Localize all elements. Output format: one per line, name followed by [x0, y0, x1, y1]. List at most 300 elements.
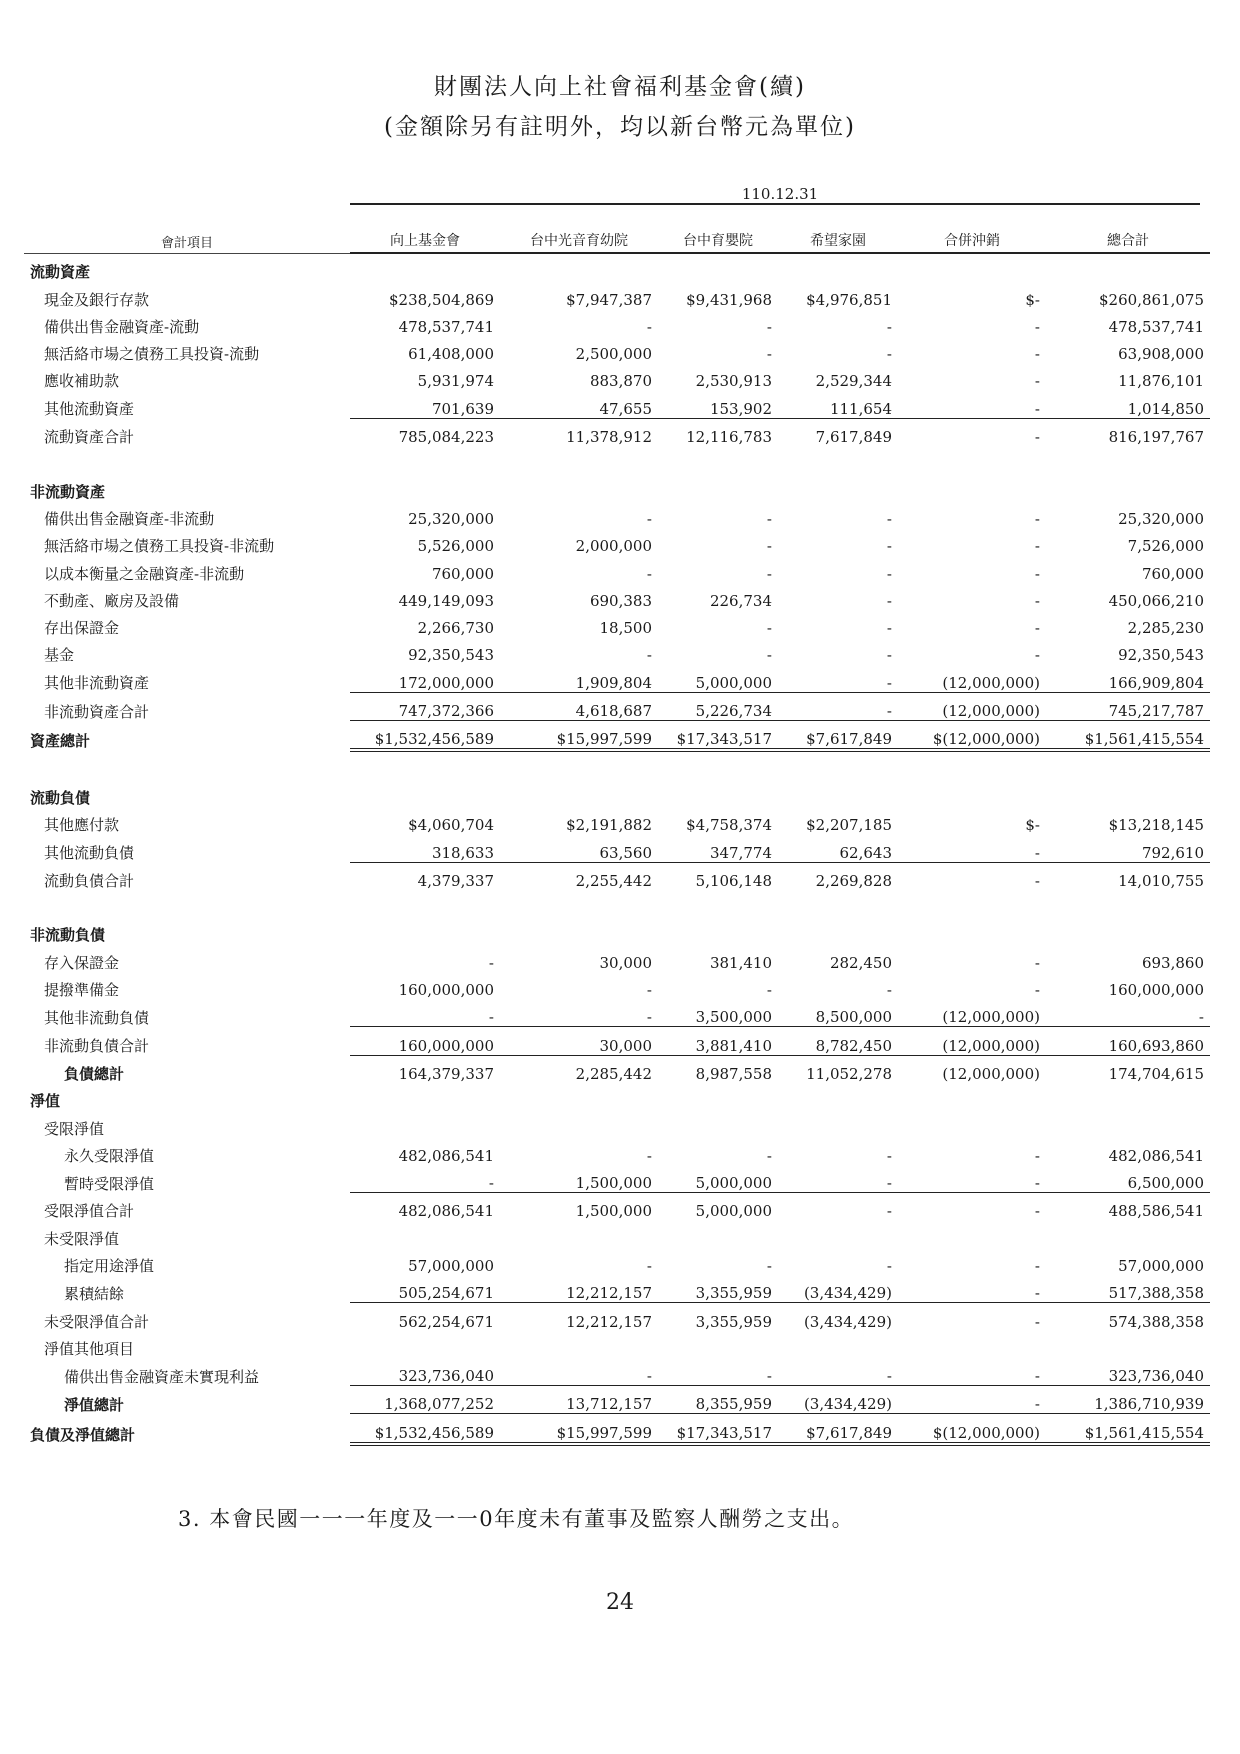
line-item-row: [24, 363, 1210, 390]
amount-cell: [500, 1110, 658, 1137]
amount-cell: [1046, 1110, 1210, 1137]
row-label: 基金: [44, 646, 75, 665]
amount-cell: $238,504,869: [389, 290, 494, 309]
amount-cell: -: [1034, 564, 1040, 583]
amount-cell: 25,320,000: [1118, 509, 1204, 528]
amount-cell: -: [1034, 591, 1040, 610]
amount-cell: 318,633: [431, 843, 494, 862]
amount-cell: (12,000,000): [898, 1055, 1046, 1083]
amount-cell: 2,529,344: [815, 372, 892, 391]
amount-cell: (3,434,429): [778, 1386, 898, 1414]
amount-cell: 1,386,710,939: [1046, 1386, 1210, 1414]
amount-cell: -: [886, 673, 892, 692]
total-row: [24, 1414, 1210, 1444]
amount-cell: 2,285,442: [500, 1055, 658, 1083]
amount-cell: -: [886, 981, 892, 1000]
amount-cell: [500, 253, 658, 281]
amount-cell: -: [1034, 399, 1040, 418]
amount-cell: $2,207,185: [806, 816, 892, 835]
amount-cell: (12,000,000): [898, 692, 1046, 720]
amount-cell: 2,255,442: [500, 862, 658, 890]
amount-cell: [658, 890, 778, 917]
row-label: 流動負債: [30, 788, 91, 807]
line-item-row: [24, 1275, 1210, 1303]
amount-cell: 2,000,000: [575, 537, 652, 556]
amount-cell: 478,537,741: [1108, 317, 1204, 336]
amount-cell: (3,434,429): [803, 1284, 892, 1303]
amount-cell: 478,537,741: [398, 317, 494, 336]
amount-cell: -: [1034, 843, 1040, 862]
amount-cell: $260,861,075: [1099, 290, 1204, 309]
amount-cell: [1046, 780, 1210, 807]
amount-cell: $1,561,415,554: [1046, 721, 1210, 751]
amount-cell: 160,000,000: [398, 981, 494, 1000]
amount-cell: 745,217,787: [1046, 692, 1210, 720]
total-row: [24, 418, 1210, 446]
amount-cell: -: [1198, 1008, 1204, 1027]
amount-cell: [350, 917, 500, 944]
amount-cell: -: [488, 1174, 494, 1193]
amount-cell: 6,500,000: [1127, 1174, 1204, 1193]
amount-cell: 5,000,000: [695, 673, 772, 692]
amount-cell: [350, 780, 500, 807]
amount-cell: 690,383: [589, 591, 652, 610]
line-item-row: [24, 834, 1210, 862]
table-body: [24, 253, 1210, 1444]
row-label: 應收補助款: [44, 372, 120, 391]
column-header-5: 合併沖銷: [898, 210, 1046, 253]
amount-cell: -: [488, 1008, 494, 1027]
amount-cell: -: [886, 345, 892, 364]
amount-cell: -: [766, 317, 772, 336]
row-label: [24, 890, 350, 917]
table-header: [24, 210, 1210, 253]
amount-cell: 282,450: [829, 953, 892, 972]
amount-cell: [778, 473, 898, 500]
amount-cell: -: [778, 1193, 898, 1221]
row-label: 未受限淨值合計: [44, 1312, 150, 1331]
line-item-row: [24, 555, 1210, 582]
column-header-account: 會計項目: [24, 210, 350, 253]
line-item-row: [24, 309, 1210, 336]
amount-cell: 160,000,000: [1108, 981, 1204, 1000]
amount-cell: -: [898, 1303, 1046, 1331]
amount-cell: 11,378,912: [500, 418, 658, 446]
amount-cell: 30,000: [500, 1027, 658, 1055]
amount-cell: [778, 253, 898, 281]
line-item-row: [24, 610, 1210, 637]
amount-cell: [898, 1083, 1046, 1110]
amount-cell: 172,000,000: [398, 673, 494, 692]
total-row: [24, 1055, 1210, 1083]
amount-cell: -: [886, 537, 892, 556]
amount-cell: $15,997,599: [500, 721, 658, 751]
amount-cell: -: [886, 317, 892, 336]
amount-cell: $2,191,882: [566, 816, 652, 835]
total-row: [24, 1386, 1210, 1414]
amount-cell: -: [766, 509, 772, 528]
total-row: [24, 1303, 1210, 1331]
row-label: 未受限淨值: [44, 1229, 120, 1248]
amount-cell: -: [1034, 1367, 1040, 1386]
amount-cell: -: [646, 1146, 652, 1165]
amount-cell: [1046, 446, 1210, 473]
amount-cell: 12,116,783: [658, 418, 778, 446]
amount-cell: 5,000,000: [658, 1193, 778, 1221]
amount-cell: -: [646, 1256, 652, 1275]
amount-cell: 5,931,974: [417, 372, 494, 391]
amount-cell: -: [1034, 372, 1040, 391]
amount-cell: $1,532,456,589: [350, 721, 500, 751]
amount-cell: [778, 780, 898, 807]
amount-cell: -: [766, 564, 772, 583]
amount-cell: 153,902: [709, 399, 772, 418]
amount-cell: 14,010,755: [1046, 862, 1210, 890]
amount-cell: $15,997,599: [500, 1414, 658, 1444]
row-label: 其他流動資產: [44, 400, 135, 419]
total-row: [24, 692, 1210, 720]
amount-cell: [658, 446, 778, 473]
amount-cell: $13,218,145: [1108, 816, 1204, 835]
amount-cell: 450,066,210: [1108, 591, 1204, 610]
row-label: 淨值其他項目: [44, 1339, 135, 1358]
amount-cell: 166,909,804: [1108, 673, 1204, 692]
footnote: 3. 本會民國一一一年度及一一0年度未有董事及監察人酬勞之支出。: [178, 1507, 855, 1531]
amount-cell: -: [766, 1256, 772, 1275]
amount-cell: [350, 1331, 500, 1358]
amount-cell: $17,343,517: [658, 721, 778, 751]
row-label: 非流動負債合計: [44, 1037, 150, 1056]
amount-cell: 57,000,000: [408, 1256, 494, 1275]
column-header-2: 台中光音育幼院: [500, 210, 658, 253]
amount-cell: $4,976,851: [806, 290, 892, 309]
line-item-row: [24, 944, 1210, 971]
row-label: 無活絡市場之債務工具投資-流動: [44, 345, 260, 364]
row-label: [24, 750, 350, 779]
amount-cell: -: [886, 1146, 892, 1165]
row-label: 備供出售金融資產未實現利益: [64, 1367, 260, 1386]
amount-cell: 1,368,077,252: [350, 1386, 500, 1414]
amount-cell: 883,870: [589, 372, 652, 391]
row-label: 其他流動負債: [44, 844, 135, 863]
amount-cell: 5,000,000: [695, 1174, 772, 1193]
amount-cell: [500, 1331, 658, 1358]
amount-cell: [778, 890, 898, 917]
line-item-row: [24, 1331, 1210, 1358]
amount-cell: -: [646, 564, 652, 583]
row-label: 負債總計: [64, 1064, 125, 1083]
amount-cell: $1,561,415,554: [1046, 1414, 1210, 1444]
amount-cell: 482,086,541: [350, 1193, 500, 1221]
report-subtitle: (金額除另有註明外，均以新台幣元為單位): [384, 114, 856, 140]
total-row: [24, 862, 1210, 890]
amount-cell: 2,530,913: [695, 372, 772, 391]
amount-cell: -: [766, 981, 772, 1000]
amount-cell: -: [766, 537, 772, 556]
amount-cell: 25,320,000: [408, 509, 494, 528]
row-label: 流動資產合計: [44, 428, 135, 447]
amount-cell: [658, 780, 778, 807]
amount-cell: 12,212,157: [566, 1284, 652, 1303]
amount-cell: -: [778, 692, 898, 720]
amount-cell: -: [886, 509, 892, 528]
row-label: 存入保證金: [44, 953, 120, 972]
amount-cell: 2,285,230: [1127, 619, 1204, 638]
amount-cell: 8,987,558: [658, 1055, 778, 1083]
amount-cell: -: [646, 1008, 652, 1027]
amount-cell: 11,052,278: [778, 1055, 898, 1083]
amount-cell: [1046, 917, 1210, 944]
amount-cell: -: [1034, 1146, 1040, 1165]
line-item-row: [24, 1358, 1210, 1386]
amount-cell: [778, 1331, 898, 1358]
amount-cell: 517,388,358: [1108, 1284, 1204, 1303]
amount-cell: [350, 1220, 500, 1247]
amount-cell: -: [1034, 345, 1040, 364]
amount-cell: [658, 1110, 778, 1137]
amount-cell: 160,693,860: [1046, 1027, 1210, 1055]
amount-cell: 5,526,000: [417, 537, 494, 556]
amount-cell: 13,712,157: [500, 1386, 658, 1414]
row-label: 備供出售金融資產-流動: [44, 317, 200, 336]
amount-cell: 3,500,000: [695, 1008, 772, 1027]
amount-cell: (3,434,429): [778, 1303, 898, 1331]
amount-cell: [898, 446, 1046, 473]
column-header-4: 希望家園: [778, 210, 898, 253]
amount-cell: [1046, 1331, 1210, 1358]
line-item-row: [24, 281, 1210, 308]
row-label: 提撥準備金: [44, 981, 120, 1000]
amount-cell: 562,254,671: [350, 1303, 500, 1331]
row-label: 現金及銀行存款: [44, 290, 150, 309]
row-label: 暫時受限淨值: [64, 1174, 155, 1193]
amount-cell: 3,355,959: [695, 1284, 772, 1303]
amount-cell: 449,149,093: [398, 591, 494, 610]
amount-cell: [658, 917, 778, 944]
amount-cell: $-: [1025, 290, 1040, 309]
amount-cell: 8,782,450: [778, 1027, 898, 1055]
amount-cell: [1046, 890, 1210, 917]
amount-cell: -: [646, 1367, 652, 1386]
amount-cell: -: [1034, 646, 1040, 665]
amount-cell: 2,500,000: [575, 345, 652, 364]
report-title: 財團法人向上社會福利基金會(續): [434, 74, 806, 100]
amount-cell: [1046, 750, 1210, 779]
amount-cell: 5,106,148: [658, 862, 778, 890]
amount-cell: 7,526,000: [1127, 537, 1204, 556]
section-heading-row: [24, 917, 1210, 944]
amount-cell: 3,355,959: [658, 1303, 778, 1331]
amount-cell: (12,000,000): [942, 1008, 1040, 1027]
line-item-row: [24, 1138, 1210, 1165]
amount-cell: [778, 750, 898, 779]
amount-cell: 11,876,101: [1118, 372, 1204, 391]
amount-cell: -: [766, 345, 772, 364]
row-label: 非流動資產合計: [44, 702, 150, 721]
amount-cell: [898, 750, 1046, 779]
amount-cell: [658, 1083, 778, 1110]
row-label: 無活絡市場之債務工具投資-非流動: [44, 537, 275, 556]
amount-cell: -: [646, 317, 652, 336]
amount-cell: 323,736,040: [1108, 1367, 1204, 1386]
amount-cell: 816,197,767: [1046, 418, 1210, 446]
amount-cell: [778, 446, 898, 473]
amount-cell: 482,086,541: [1108, 1146, 1204, 1165]
amount-cell: [500, 473, 658, 500]
amount-cell: 5,226,734: [658, 692, 778, 720]
amount-cell: 226,734: [709, 591, 772, 610]
line-item-row: [24, 807, 1210, 834]
amount-cell: $7,617,849: [778, 721, 898, 751]
date-header: 110.12.31: [741, 185, 819, 203]
balance-sheet-table: [24, 210, 1210, 1446]
amount-cell: -: [646, 509, 652, 528]
amount-cell: -: [1034, 981, 1040, 1000]
row-label: 不動產、廠房及設備: [44, 591, 180, 610]
amount-cell: -: [886, 1367, 892, 1386]
amount-cell: 785,084,223: [350, 418, 500, 446]
amount-cell: 164,379,337: [350, 1055, 500, 1083]
amount-cell: -: [488, 953, 494, 972]
amount-cell: -: [898, 1386, 1046, 1414]
amount-cell: -: [766, 1146, 772, 1165]
amount-cell: $(12,000,000): [898, 721, 1046, 751]
amount-cell: 174,704,615: [1046, 1055, 1210, 1083]
amount-cell: -: [898, 862, 1046, 890]
amount-cell: [658, 1331, 778, 1358]
row-label: 以成本衡量之金融資產-非流動: [44, 564, 245, 583]
amount-cell: 1,014,850: [1127, 399, 1204, 418]
amount-cell: -: [646, 981, 652, 1000]
row-label: 其他應付款: [44, 816, 120, 835]
amount-cell: 92,350,543: [1118, 646, 1204, 665]
amount-cell: -: [766, 646, 772, 665]
amount-cell: -: [1034, 953, 1040, 972]
line-item-row: [24, 1220, 1210, 1247]
amount-cell: [350, 890, 500, 917]
amount-cell: 792,610: [1141, 843, 1204, 862]
amount-cell: $7,947,387: [566, 290, 652, 309]
row-label: [24, 446, 350, 473]
total-row: [24, 721, 1210, 751]
amount-cell: [500, 750, 658, 779]
amount-cell: 4,618,687: [500, 692, 658, 720]
row-label: 備供出售金融資產-非流動: [44, 509, 215, 528]
amount-cell: $4,060,704: [408, 816, 494, 835]
amount-cell: -: [1034, 509, 1040, 528]
section-heading-row: [24, 253, 1210, 281]
amount-cell: 1,909,804: [575, 673, 652, 692]
amount-cell: -: [766, 1367, 772, 1386]
amount-cell: $-: [1025, 816, 1040, 835]
amount-cell: 2,269,828: [778, 862, 898, 890]
amount-cell: 63,908,000: [1118, 345, 1204, 364]
amount-cell: 30,000: [599, 953, 652, 972]
line-item-row: [24, 390, 1210, 418]
spacer-row: [24, 750, 1210, 779]
line-item-row: [24, 1248, 1210, 1275]
amount-cell: [350, 253, 500, 281]
amount-cell: $9,431,968: [686, 290, 772, 309]
amount-cell: 488,586,541: [1046, 1193, 1210, 1221]
amount-cell: 57,000,000: [1118, 1256, 1204, 1275]
amount-cell: [350, 1083, 500, 1110]
amount-cell: 18,500: [599, 619, 652, 638]
amount-cell: -: [886, 591, 892, 610]
amount-cell: -: [1034, 1174, 1040, 1193]
amount-cell: [898, 1110, 1046, 1137]
amount-cell: [898, 780, 1046, 807]
amount-cell: [1046, 1220, 1210, 1247]
amount-cell: 1,500,000: [500, 1193, 658, 1221]
amount-cell: [778, 1083, 898, 1110]
amount-cell: (12,000,000): [898, 1027, 1046, 1055]
amount-cell: $(12,000,000): [898, 1414, 1046, 1444]
amount-cell: [898, 1220, 1046, 1247]
amount-cell: -: [886, 646, 892, 665]
amount-cell: -: [646, 646, 652, 665]
line-item-row: [24, 972, 1210, 999]
row-label: 流動資產: [30, 263, 91, 282]
amount-cell: 347,774: [709, 843, 772, 862]
amount-cell: 4,379,337: [350, 862, 500, 890]
amount-cell: $1,532,456,589: [350, 1414, 500, 1444]
amount-cell: 8,355,959: [658, 1386, 778, 1414]
spacer-row: [24, 890, 1210, 917]
line-item-row: [24, 1165, 1210, 1193]
amount-cell: [500, 917, 658, 944]
amount-cell: -: [1034, 1256, 1040, 1275]
amount-cell: 160,000,000: [350, 1027, 500, 1055]
amount-cell: [1046, 1083, 1210, 1110]
amount-cell: 760,000: [431, 564, 494, 583]
row-label: 流動負債合計: [44, 871, 135, 890]
row-label: 指定用途淨值: [64, 1256, 155, 1275]
row-label: 永久受限淨值: [64, 1146, 155, 1165]
amount-cell: 693,860: [1141, 953, 1204, 972]
line-item-row: [24, 583, 1210, 610]
amount-cell: [898, 253, 1046, 281]
amount-cell: 760,000: [1141, 564, 1204, 583]
amount-cell: [350, 1110, 500, 1137]
amount-cell: [658, 473, 778, 500]
total-row: [24, 1193, 1210, 1221]
amount-cell: [778, 917, 898, 944]
amount-cell: [658, 253, 778, 281]
amount-cell: -: [886, 564, 892, 583]
row-label: 負債及淨值總計: [30, 1425, 136, 1444]
amount-cell: [778, 1220, 898, 1247]
amount-cell: [350, 473, 500, 500]
amount-cell: 323,736,040: [398, 1367, 494, 1386]
amount-cell: 47,655: [599, 399, 652, 418]
row-label: 非流動資產: [30, 482, 106, 501]
amount-cell: -: [898, 1193, 1046, 1221]
amount-cell: [500, 1083, 658, 1110]
amount-cell: [898, 1331, 1046, 1358]
amount-cell: -: [898, 418, 1046, 446]
amount-cell: [658, 1220, 778, 1247]
amount-cell: 63,560: [599, 843, 652, 862]
page-number: 24: [606, 1590, 634, 1615]
amount-cell: [1046, 473, 1210, 500]
row-label: 存出保證金: [44, 619, 120, 638]
amount-cell: -: [1034, 1284, 1040, 1303]
amount-cell: [898, 917, 1046, 944]
amount-cell: 381,410: [709, 953, 772, 972]
amount-cell: 1,500,000: [575, 1174, 652, 1193]
amount-cell: $4,758,374: [686, 816, 772, 835]
